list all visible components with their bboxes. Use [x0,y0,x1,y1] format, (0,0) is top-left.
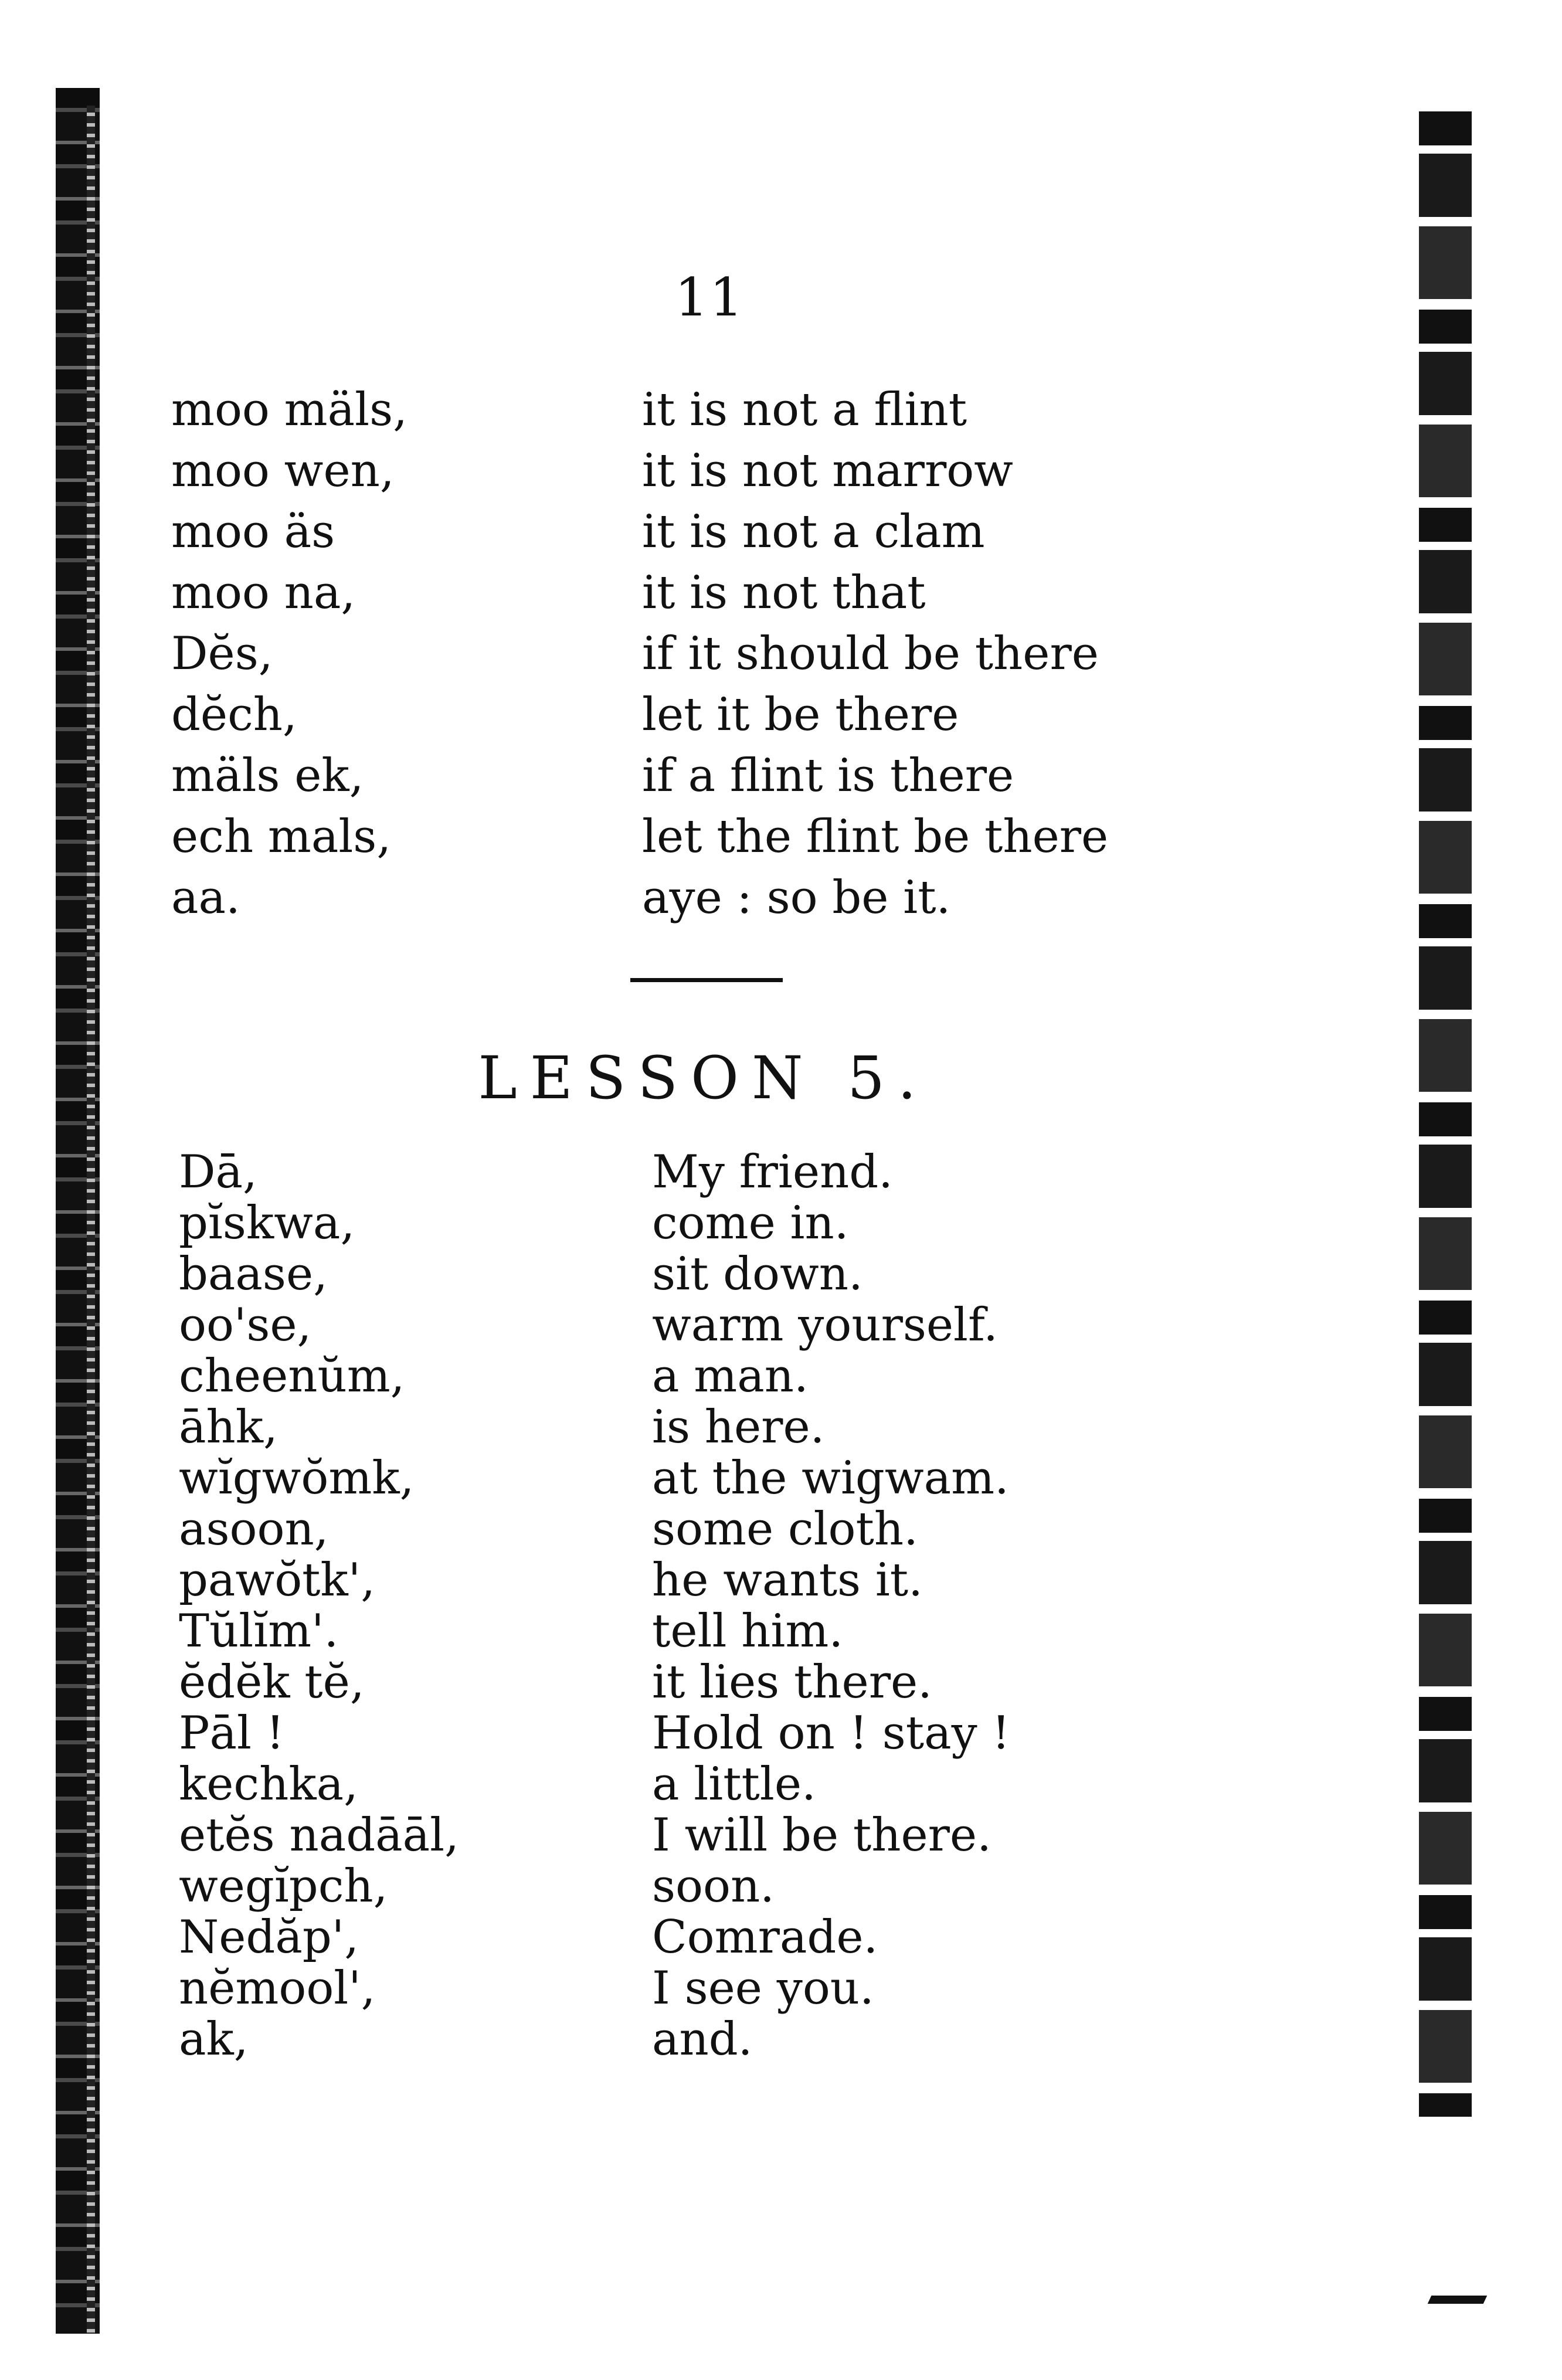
vocab-meaning: come in. [652,1197,849,1250]
vocab-word: nĕmool', [179,1962,376,2015]
vocab-meaning: a little. [652,1758,816,1811]
vocab-word: moo äs [171,505,335,558]
vocab-word: ak, [179,2013,249,2066]
vocab-meaning: some cloth. [652,1503,918,1556]
vocab-meaning: tell him. [652,1605,844,1658]
vocab-word: kechka, [179,1758,358,1811]
vocab-word: pawŏtk', [179,1554,376,1607]
vocab-meaning: and. [652,2013,753,2066]
vocab-meaning: Comrade. [652,1911,878,1964]
vocab-word: Dĕs, [171,627,273,680]
lesson-heading: LESSON 5. [478,1044,929,1112]
vocab-meaning: I will be there. [652,1809,991,1862]
vocab-meaning: at the wigwam. [652,1452,1009,1505]
vocab-meaning: is here. [652,1401,825,1454]
vocab-word: asoon, [179,1503,329,1556]
vocab-meaning: if it should be there [642,627,1099,680]
vocab-word: āhk, [179,1401,278,1454]
vocab-word: aa. [171,871,240,924]
section-divider [630,978,783,982]
vocab-word: pĭskwa, [179,1197,355,1250]
scan-edge-right [1419,111,1472,2117]
vocab-meaning: soon. [652,1860,775,1913]
vocab-meaning: let the flint be there [642,810,1109,863]
vocab-word: oo'se, [179,1299,312,1352]
vocab-word: mäls ek, [171,749,364,802]
vocab-word: dĕch, [171,688,297,741]
vocab-meaning: it is not marrow [642,444,1013,497]
vocab-word: wegĭpch, [179,1860,388,1913]
vocab-word: baase, [179,1248,328,1301]
vocab-word: ĕdĕk tĕ, [179,1656,365,1709]
vocab-meaning: warm yourself. [652,1299,998,1352]
vocab-word: Dā, [179,1146,257,1199]
vocab-word: moo mäls, [171,383,408,436]
vocab-meaning: let it be there [642,688,959,741]
vocab-word: etĕs nadāāl, [179,1809,459,1862]
vocab-word: moo na, [171,566,356,619]
vocab-meaning: I see you. [652,1962,874,2015]
vocab-word: Nedăp', [179,1911,359,1964]
vocab-word: ech mals, [171,810,392,863]
vocab-word: Tŭlĭm'. [179,1605,339,1658]
vocab-meaning: sit down. [652,1248,863,1301]
vocab-word: wĭgwŏmk, [179,1452,415,1505]
scan-edge-right-tail [1428,2296,1488,2304]
vocab-meaning: if a flint is there [642,749,1014,802]
vocab-meaning: it is not a clam [642,505,985,558]
vocab-meaning: he wants it. [652,1554,923,1607]
vocab-meaning: it is not a flint [642,383,967,436]
vocab-meaning: aye : so be it. [642,871,951,924]
vocab-word: Pāl ! [179,1707,285,1760]
vocab-meaning: it lies there. [652,1656,932,1709]
vocab-word: cheenŭm, [179,1350,405,1403]
vocab-word: moo wen, [171,444,395,497]
vocab-meaning: Hold on ! stay ! [652,1707,1010,1760]
vocab-meaning: My friend. [652,1146,893,1199]
vocab-meaning: it is not that [642,566,926,619]
scan-edge-left-inner [87,106,95,2334]
page-number: 11 [674,267,745,328]
vocab-meaning: a man. [652,1350,809,1403]
